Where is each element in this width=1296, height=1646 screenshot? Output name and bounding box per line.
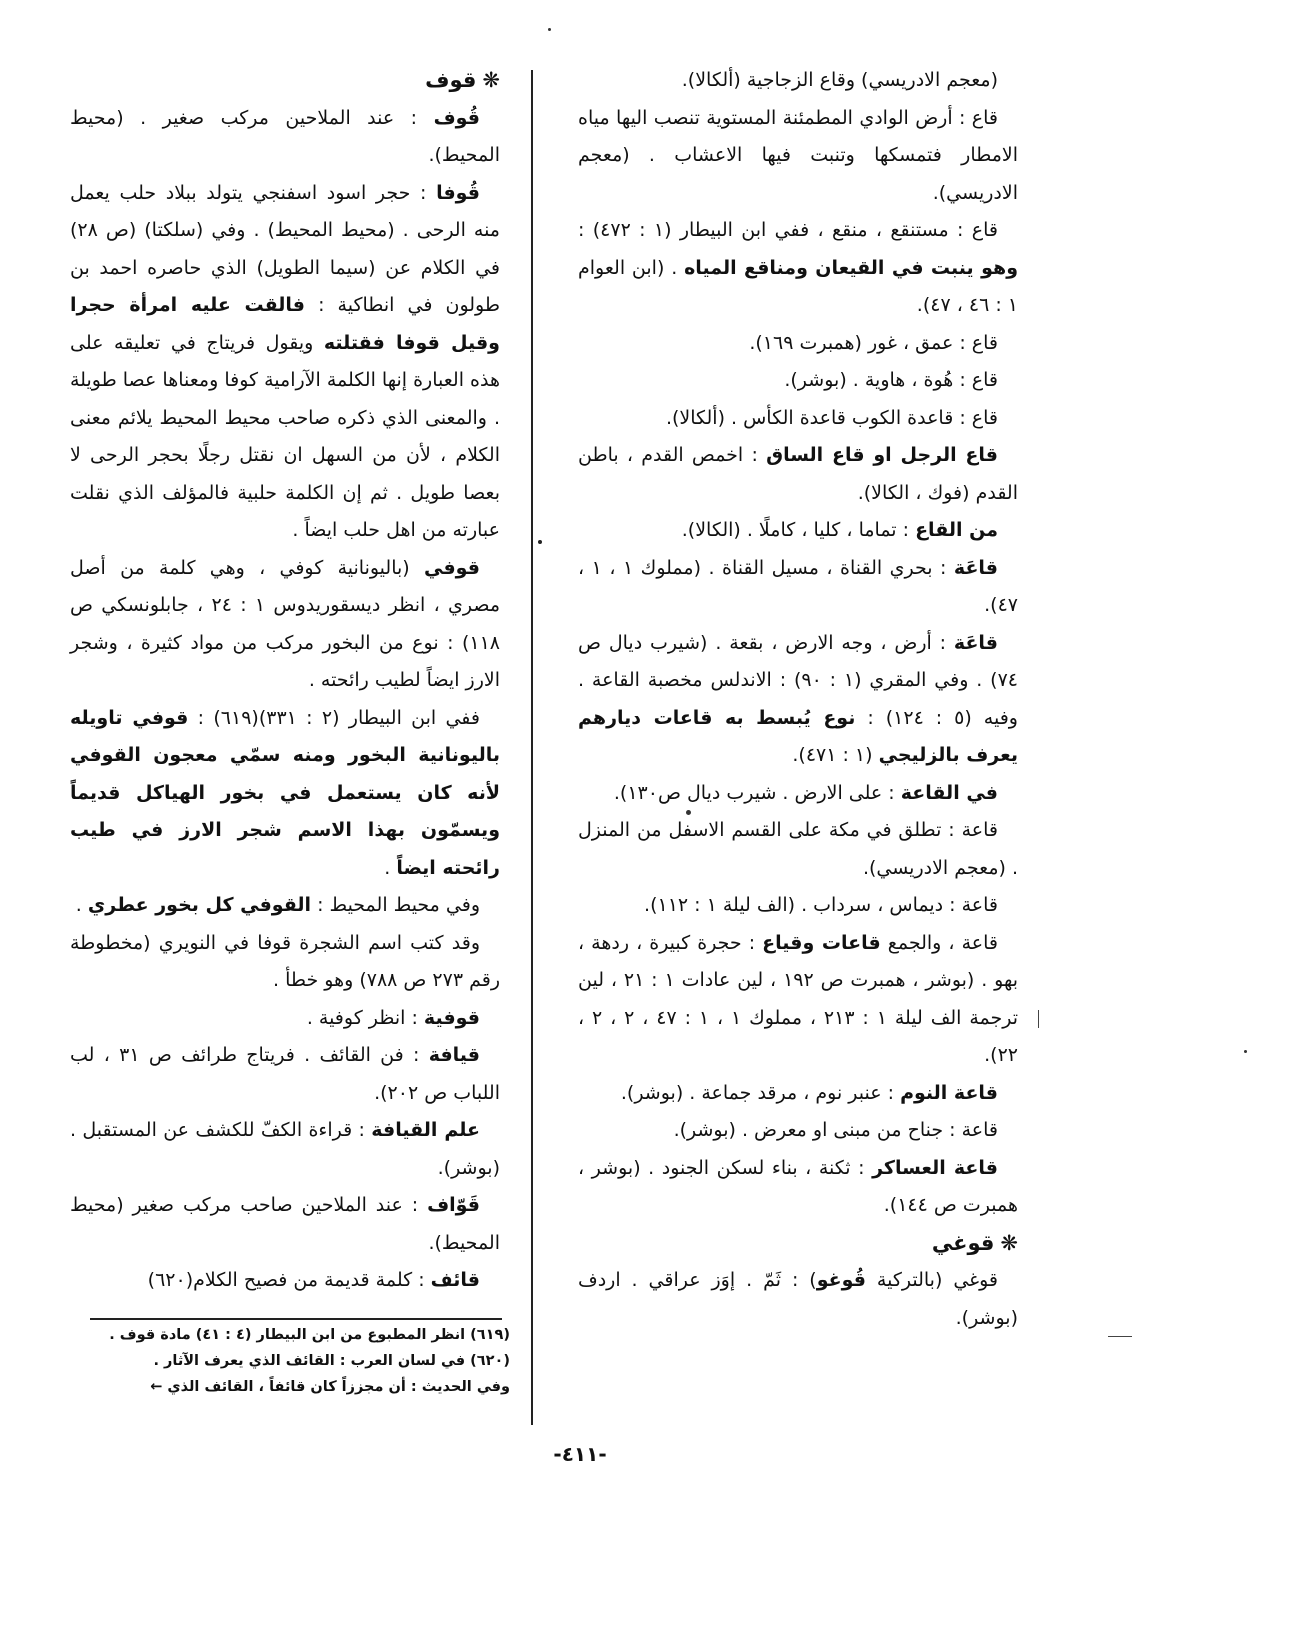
entry-text: قاع : هُوة ، هاوية . (بوشر). (784, 369, 998, 391)
left-column (70, 62, 500, 1300)
entry-text: قاع : قاعدة الكوب قاعدة الكأس . (ألكالا). (665, 406, 998, 429)
divider-mark (538, 540, 542, 544)
asterisk-icon: ❋ (482, 68, 500, 92)
dictionary-entry (578, 775, 1018, 813)
entry-headword: قاعَة (953, 631, 998, 654)
column-divider (531, 70, 533, 1425)
entry-text: : اخمص القدم ، باطن القدم (فوك ، الكالا). (578, 444, 1018, 504)
dictionary-entry (578, 1262, 1018, 1337)
entry-headword: قاعة العساكر (872, 1156, 998, 1179)
dictionary-entry (578, 212, 1018, 325)
entry-quote: قاعات وقياع (762, 931, 881, 954)
entry-text: : عند الملاحين مركب صغير . (محيط المحيط). (70, 106, 500, 166)
entry-headword: قَوّاف (427, 1194, 480, 1216)
dictionary-entry (578, 100, 1018, 213)
entry-text-tail: . (384, 856, 397, 879)
entry-text: وفي محيط المحيط : (311, 894, 480, 916)
footnotes (58, 1322, 510, 1400)
entry-text: : انظر كوفية . (306, 1006, 424, 1029)
entry-text: قاع : أرض الوادي المطمئنة المستوية تنصب اليها مياه الامطار فتمسكها وتنبت فيها الاعشاب . (معجم الادريسي). (578, 106, 1018, 204)
dictionary-entry (578, 362, 1018, 400)
dictionary-entry (578, 1112, 1018, 1150)
entry-quote: القوفي كل بخور عطري (87, 894, 312, 916)
scan-mark (1108, 1336, 1132, 1337)
dictionary-entry (578, 812, 1018, 887)
dictionary-entry (70, 175, 500, 550)
dictionary-entry (578, 887, 1018, 925)
footnote-continuation: وفي الحديث : أن مجززاً كان قائفاً ، القائف الذي ← (150, 1379, 510, 1395)
right-column (578, 62, 1018, 1337)
entry-text-tail: . (ابن العوام ١ : ٤٦ ، ٤٧). (578, 256, 1018, 316)
entry-text-tail: . (75, 894, 88, 916)
dictionary-entry (70, 1037, 500, 1112)
entry-text: قاعة : ديماس ، سرداب . (الف ليلة ١ : ١١٢). (644, 894, 998, 916)
dictionary-entry (70, 925, 500, 1000)
entry-headword: قُوفا (436, 181, 480, 204)
entry-headword: قوفية (423, 1006, 480, 1029)
footnote-rule (90, 1318, 502, 1320)
footnote-619: (٦١٩) انظر المطبوع من ابن البيطار (٤ : ٤١) مادة قوف . (109, 1327, 510, 1343)
dictionary-entry (70, 550, 500, 700)
entry-text: : تماما ، كليا ، كاملًا . (الكالا). (681, 519, 916, 541)
entry-text: قاعة : جناح من مبنى او معرض . (بوشر). (673, 1119, 998, 1141)
entry-text: قاع : عمق ، غور (همبرت ١٦٩). (749, 331, 998, 354)
dictionary-entry (578, 512, 1018, 550)
dictionary-entry (70, 1187, 500, 1262)
entry-text: قوغي (بالتركية (865, 1269, 998, 1291)
entry-text: (باليونانية كوفي ، وهي كلمة من أصل مصري ، انظر ديسقوريدوس ١ : ٢٤ ، جابلونسكي ص ١١٨) : نوع من البخور مركب من مواد كثيرة ، وشجر الارز ايضاً لطيب رائحته . (70, 556, 501, 691)
entry-quote: نوع يُبسط به قاعات ديارهم يعرف بالزليجي (578, 706, 1018, 766)
dictionary-entry (70, 887, 500, 925)
dictionary-entry (578, 550, 1018, 625)
entry-text: قاع : مستنقع ، منقع ، ففي ابن البيطار (١ : ٤٧٢) : (578, 219, 998, 241)
entry-text-tail: ويقول فريتاج في تعليقه على هذه العبارة إنها الكلمة الآرامية كوفا ومعناها عصا طويلة . والمعنى الذي ذكره صاحب محيط المحيط يلائم معنى الكلام ، لأن من السهل ان نقتل رجلًا بحجر الرحى لا بعصا طويل . ثم إن الكلمة حلبية فالمؤلف الذي نقلت عبارته من اهل حلب ايضاً . (70, 331, 500, 541)
entry-text: وقد كتب اسم الشجرة قوفا في النويري (مخطوطة رقم ٢٧٣ ص ٧٨٨) وهو خطأ . (70, 931, 500, 991)
entry-text: قاعة ، والجمع (880, 931, 998, 954)
entry-text: : كلمة قديمة من فصيح الكلام(٦٢٠) (147, 1269, 431, 1291)
scan-speck (548, 28, 551, 31)
dictionary-entry (70, 700, 500, 888)
dictionary-entry (578, 1150, 1018, 1225)
entry-text-tail: : حجرة كبيرة ، ردهة ، بهو . (بوشر ، همبرت ص ١٩٢ ، لين عادات ١ : ٢١ ، لين ترجمة الف ليلة ١ : ٢١٣ ، مملوك ١ ، ١ : ٤٧ ، ٢ ، ٢ ، ٢٢). (578, 931, 1019, 1066)
entry-quote: قوفي تاويله باليونانية البخور ومنه سمّي معجون القوفي لأنه كان يستعمل في بخور الهياكل قديماً ويسمّون بهذا الاسم شجر الارز في طيب رائحته ايضاً (70, 706, 500, 879)
entry-text: : قراءة الكفّ للكشف عن المستقبل . (بوشر). (70, 1119, 500, 1179)
entry-headword: قوفي (423, 556, 480, 579)
entry-headword: علم القيافة (371, 1119, 480, 1141)
entry-quote: فالقت عليه امرأة حجرا وقيل قوفا فقتلته (70, 294, 500, 354)
entry-text: : على الارض . شيرب ديال ص١٣٠). (613, 781, 901, 804)
entry-quote: قُوغو (816, 1269, 866, 1291)
entry-headword: قاع الرجل او قاع الساق (766, 444, 998, 466)
dictionary-entry (578, 1075, 1018, 1113)
entry-headword: قائف (430, 1269, 480, 1291)
entry-text: : فن القائف . فريتاج طرائف ص ٣١ ، لب اللباب ص ٢٠٢). (70, 1044, 500, 1104)
entry-text: : حجر اسود اسفنجي يتولد ببلاد حلب يعمل منه الرحى . (محيط المحيط) . وفي (سلكتا) (ص ٢٨) في الكلام عن (سيما الطويل) الذي حاصره احمد بن طولون في انطاكية : (70, 181, 500, 316)
entry-headword: في القاعة (900, 781, 998, 804)
entry-text: ففي ابن البيطار (٢ : ٣٣١)(٦١٩) : (188, 706, 480, 729)
entry-headword: قيافة (428, 1044, 480, 1066)
entry-headword: قُوف (433, 106, 480, 129)
dictionary-entry (578, 437, 1018, 512)
section-heading (70, 62, 500, 100)
dictionary-entry (578, 925, 1018, 1075)
entry-text: : ثكنة ، بناء لسكن الجنود . (بوشر ، همبرت ص ١٤٤). (578, 1156, 1018, 1216)
dictionary-entry (70, 100, 500, 175)
dictionary-entry (578, 325, 1018, 363)
entry-text-tail: ) : ثَمّ . إوَز عراقي . اردف (بوشر). (578, 1269, 1018, 1329)
entry-text-tail: (١ : ٤٧١). (792, 744, 879, 766)
entry-text: : أرض ، وجه الارض ، بقعة . (شيرب ديال ص ٧٤) . وفي المقري (١ : ٩٠) : الاندلس مخصبة القاعة . وفيه (٥ : ١٢٤) : (578, 631, 1018, 729)
entry-text: قاعة : تطلق في مكة على القسم الاسفل من المنزل . (معجم الادريسي). (578, 819, 1018, 879)
section-heading (578, 1225, 1018, 1263)
asterisk-icon: ❋ (1000, 1230, 1018, 1255)
footnote-620: (٦٢٠) في لسان العرب : القائف الذي يعرف الآثار . (153, 1353, 510, 1369)
entry-headword: من القاع (915, 519, 998, 541)
dictionary-entry (70, 1112, 500, 1187)
section-title: قوف (425, 68, 477, 92)
page-number: -٤١١- (553, 1442, 607, 1466)
dictionary-entry (70, 1000, 500, 1038)
entry-text: : عنبر نوم ، مرقد جماعة . (بوشر). (620, 1081, 901, 1104)
dictionary-entry (578, 62, 1018, 100)
scan-mark (1038, 1010, 1039, 1028)
entry-text: : بحري القناة ، مسيل القناة . (مملوك ١ ، ١ ، ٤٧). (578, 556, 1018, 616)
scan-speck (1244, 1050, 1247, 1053)
entry-quote: وهو ينبت في القيعان ومناقع المياه (684, 256, 1018, 279)
entry-headword: قاعة النوم (900, 1081, 998, 1104)
entry-text: (معجم الادريسي) وقاع الزجاجية (ألكالا). (681, 69, 998, 91)
dictionary-entry (70, 1262, 500, 1300)
entry-headword: قاعَة (953, 556, 998, 579)
dictionary-entry (578, 400, 1018, 438)
entry-text: : عند الملاحين صاحب مركب صغير (محيط المحيط). (70, 1194, 500, 1254)
section-title: قوغي (931, 1230, 995, 1255)
scan-speck (686, 810, 691, 815)
dictionary-entry (578, 625, 1018, 775)
